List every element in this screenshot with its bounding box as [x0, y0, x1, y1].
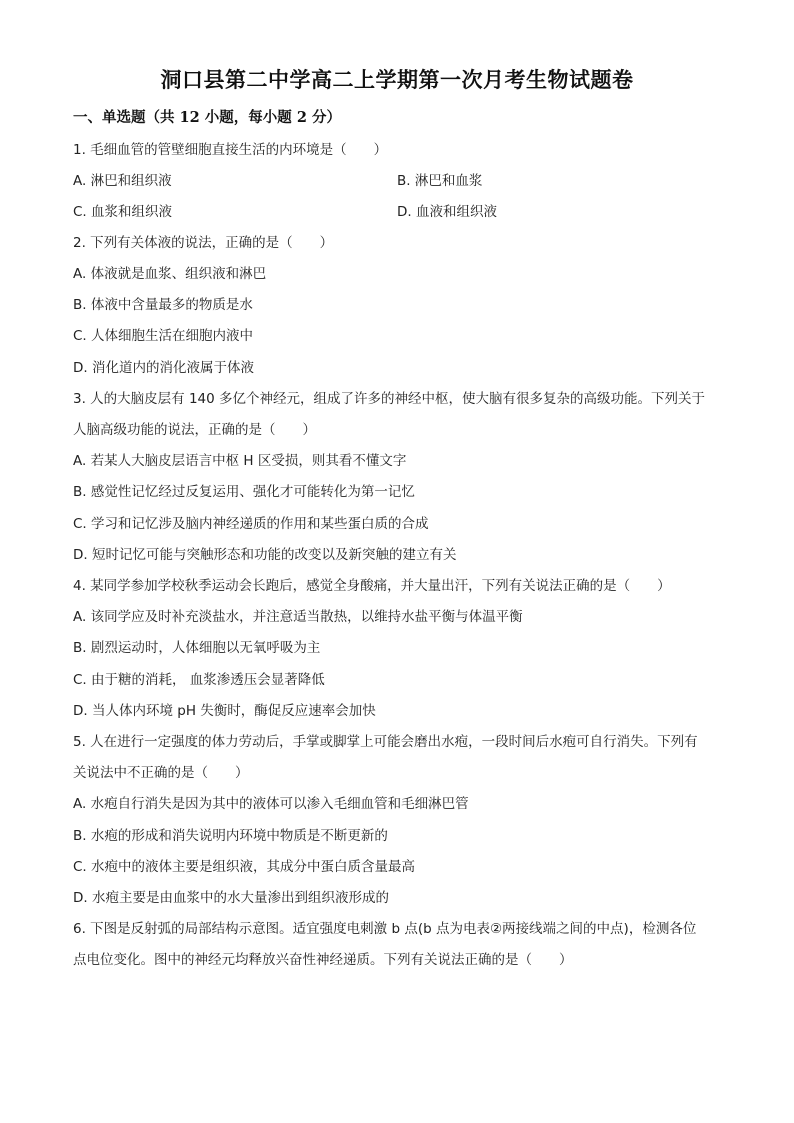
question-4-option-d: D. 当人体内环境 pH 失衡时，酶促反应速率会加快	[73, 703, 376, 719]
question-4-stem: 4. 某同学参加学校秋季运动会长跑后，感觉全身酸痛，并大量出汗，下列有关说法正确的是（ ）	[73, 578, 671, 594]
question-5-option-c: C. 水疱中的液体主要是组织液，其成分中蛋白质含量最高	[73, 859, 416, 875]
question-6-stem-line-1: 6. 下图是反射弧的局部结构示意图。适宜强度电刺激 b 点(b 点为电表②两接线端之间的中点)，检测各位	[73, 921, 697, 937]
section-heading: 一、单选题（共 12 小题，每小题 2 分）	[73, 109, 341, 126]
question-1-option-a: A. 淋巴和组织液	[73, 173, 172, 189]
question-3-option-c: C. 学习和记忆涉及脑内神经递质的作用和某些蛋白质的合成	[73, 516, 429, 532]
question-2-option-b: B. 体液中含量最多的物质是水	[73, 297, 253, 313]
question-3-stem-line-1: 3. 人的大脑皮层有 140 多亿个神经元，组成了许多的神经中枢，使大脑有很多复杂的高级功能。下列关于	[73, 391, 706, 407]
exam-title: 洞口县第二中学高二上学期第一次月考生物试题卷	[160, 67, 634, 92]
question-4-option-b: B. 剧烈运动时，人体细胞以无氧呼吸为主	[73, 640, 321, 656]
question-5-stem-line-1: 5. 人在进行一定强度的体力劳动后，手掌或脚掌上可能会磨出水疱，一段时间后水疱可自行消失。下列有	[73, 734, 698, 750]
question-1-option-c: C. 血浆和组织液	[73, 204, 173, 220]
question-3-option-b: B. 感觉性记忆经过反复运用、强化才可能转化为第一记忆	[73, 484, 415, 500]
question-3-stem-line-2: 人脑高级功能的说法，正确的是（ ）	[73, 422, 316, 438]
question-2-option-c: C. 人体细胞生活在细胞内液中	[73, 328, 254, 344]
question-1-stem: 1. 毛细血管的管壁细胞直接生活的内环境是（ ）	[73, 142, 388, 158]
question-4-option-a: A. 该同学应及时补充淡盐水，并注意适当散热，以维持水盐平衡与体温平衡	[73, 609, 523, 625]
question-2-option-d: D. 消化道内的消化液属于体液	[73, 360, 254, 376]
question-5-option-b: B. 水疱的形成和消失说明内环境中物质是不断更新的	[73, 828, 388, 844]
question-4-option-c: C. 由于糖的消耗， 血浆渗透压会显著降低	[73, 672, 325, 688]
question-2-stem: 2. 下列有关体液的说法，正确的是（ ）	[73, 235, 334, 251]
question-2-option-a: A. 体液就是血浆、组织液和淋巴	[73, 266, 267, 282]
question-1-option-b: B. 淋巴和血浆	[397, 173, 483, 189]
question-6-stem-line-2: 点电位变化。图中的神经元均释放兴奋性神经递质。下列有关说法正确的是（ ）	[73, 952, 573, 968]
question-3-option-a: A. 若某人大脑皮层语言中枢 H 区受损，则其看不懂文字	[73, 453, 407, 469]
question-5-stem-line-2: 关说法中不正确的是（ ）	[73, 765, 249, 781]
question-1-option-d: D. 血液和组织液	[397, 204, 497, 220]
question-5-option-a: A. 水疱自行消失是因为其中的液体可以渗入毛细血管和毛细淋巴管	[73, 796, 469, 812]
question-3-option-d: D. 短时记忆可能与突触形态和功能的改变以及新突触的建立有关	[73, 547, 457, 563]
question-5-option-d: D. 水疱主要是由血浆中的水大量渗出到组织液形成的	[73, 890, 389, 906]
